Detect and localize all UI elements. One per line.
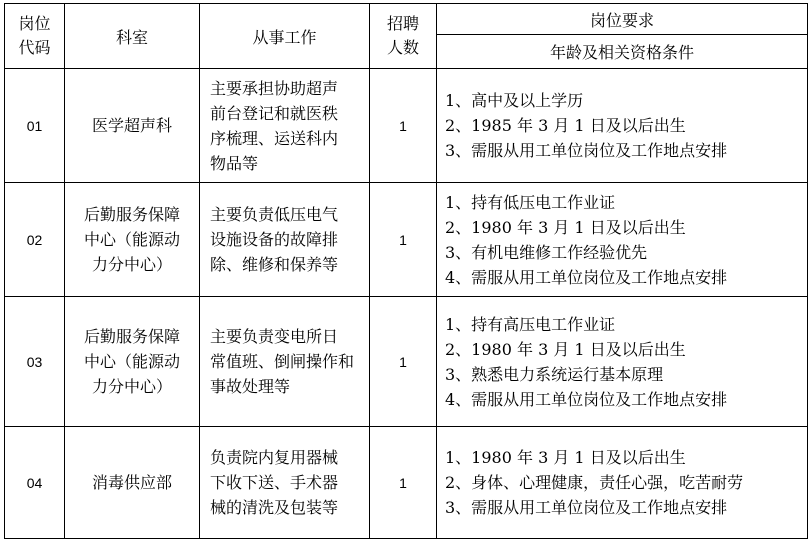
job-duties: 负责院内复用器械 下收下送、手术器 械的清洗及包装等 xyxy=(200,427,370,539)
table-row xyxy=(5,69,808,183)
table-row xyxy=(5,427,808,539)
job-duties: 主要负责低压电气 设施设备的故障排 除、维修和保养等 xyxy=(200,183,370,297)
header-req-title: 岗位要求 xyxy=(437,4,808,35)
requirements: 1、持有高压电工作业证 2、1980 年 3 月 1 日及以后出生 3、熟悉电力系统运行基本原理 4、需服从用工单位岗位及工作地点安排 xyxy=(437,297,808,427)
recruitment-table xyxy=(4,3,808,539)
department: 后勤服务保障 中心（能源动 力分中心） xyxy=(65,297,200,427)
table-row xyxy=(5,297,808,427)
table-row xyxy=(5,183,808,297)
header-hire-count: 招聘 人数 xyxy=(370,4,437,69)
requirements: 1、持有低压电工作业证 2、1980 年 3 月 1 日及以后出生 3、有机电维修工作经验优先 4、需服从用工单位岗位及工作地点安排 xyxy=(437,183,808,297)
department: 后勤服务保障 中心（能源动 力分中心） xyxy=(65,183,200,297)
post-code: 03 xyxy=(5,297,65,427)
header-work: 从事工作 xyxy=(200,4,370,69)
hire-count: 1 xyxy=(370,183,437,297)
job-duties: 主要承担协助超声 前台登记和就医秩 序梳理、运送科内 物品等 xyxy=(200,69,370,183)
post-code: 01 xyxy=(5,69,65,183)
requirements: 1、高中及以上学历 2、1985 年 3 月 1 日及以后出生 3、需服从用工单位岗位及工作地点安排 xyxy=(437,69,808,183)
post-code: 02 xyxy=(5,183,65,297)
header-req-sub: 年龄及相关资格条件 xyxy=(437,35,808,69)
header-dept: 科室 xyxy=(65,4,200,69)
header-code: 岗位 代码 xyxy=(5,4,65,69)
hire-count: 1 xyxy=(370,297,437,427)
header-row-1 xyxy=(5,4,808,35)
hire-count: 1 xyxy=(370,427,437,539)
requirements: 1、1980 年 3 月 1 日及以后出生 2、身体、心理健康，责任心强，吃苦耐劳 3、需服从用工单位岗位及工作地点安排 xyxy=(437,427,808,539)
job-duties: 主要负责变电所日 常值班、倒闸操作和 事故处理等 xyxy=(200,297,370,427)
department: 消毒供应部 xyxy=(65,427,200,539)
department: 医学超声科 xyxy=(65,69,200,183)
post-code: 04 xyxy=(5,427,65,539)
hire-count: 1 xyxy=(370,69,437,183)
